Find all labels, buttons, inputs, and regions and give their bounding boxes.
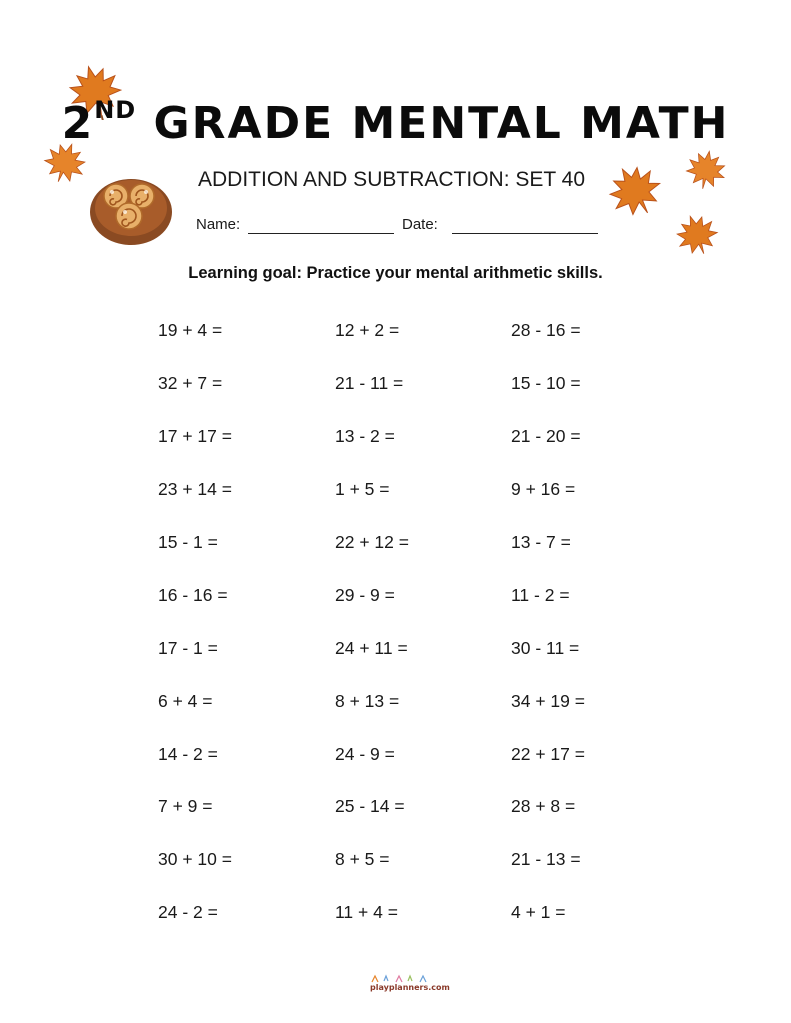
problem: 11 + 4 = <box>335 902 398 922</box>
problem: 17 + 17 = <box>158 426 232 446</box>
problem: 34 + 19 = <box>511 691 585 711</box>
problem: 21 - 13 = <box>511 849 581 869</box>
problem: 15 - 10 = <box>511 373 581 393</box>
learning-goal: Learning goal: Practice your mental arithmetic skills. <box>188 264 603 282</box>
problem: 1 + 5 = <box>335 479 390 499</box>
title-number: 2 <box>61 98 95 149</box>
cinnamon-rolls-icon <box>88 168 174 248</box>
maple-leaf-icon <box>604 162 666 220</box>
problem: 13 - 7 = <box>511 532 571 552</box>
problem: 22 + 12 = <box>335 532 409 552</box>
date-field[interactable] <box>452 233 598 234</box>
problem: 9 + 16 = <box>511 479 576 499</box>
problem: 8 + 13 = <box>335 691 400 711</box>
problem: 23 + 14 = <box>158 479 232 499</box>
footer-site: playplanners.com <box>370 983 450 992</box>
name-label: Name: <box>196 216 241 233</box>
problem: 32 + 7 = <box>158 373 223 393</box>
maple-leaf-icon <box>674 212 720 258</box>
problem: 4 + 1 = <box>511 902 566 922</box>
name-field[interactable] <box>248 233 394 234</box>
problem: 24 + 11 = <box>335 638 408 658</box>
problem: 17 - 1 = <box>158 638 218 658</box>
problem: 25 - 14 = <box>335 796 405 816</box>
problem: 8 + 5 = <box>335 849 390 869</box>
problem: 24 - 9 = <box>335 744 395 764</box>
problem: 28 + 8 = <box>511 796 576 816</box>
page-title <box>0 96 791 149</box>
problem: 30 + 10 = <box>158 849 232 869</box>
problem: 13 - 2 = <box>335 426 395 446</box>
problem: 7 + 9 = <box>158 796 213 816</box>
date-label: Date: <box>402 216 438 233</box>
maple-leaf-icon <box>684 148 728 192</box>
problem: 19 + 4 = <box>158 320 223 340</box>
title-rest: GRADE MENTAL MATH <box>153 98 730 149</box>
problem: 15 - 1 = <box>158 532 218 552</box>
problem: 21 - 11 = <box>335 373 404 393</box>
subtitle: ADDITION AND SUBTRACTION: SET 40 <box>198 168 586 191</box>
problem: 6 + 4 = <box>158 691 213 711</box>
problem: 29 - 9 = <box>335 585 395 605</box>
problem: 16 - 16 = <box>158 585 228 605</box>
problem: 11 - 2 = <box>511 585 570 605</box>
problem: 22 + 17 = <box>511 744 585 764</box>
problem: 30 - 11 = <box>511 638 580 658</box>
problem: 21 - 20 = <box>511 426 581 446</box>
problem: 24 - 2 = <box>158 902 218 922</box>
problem: 12 + 2 = <box>335 320 400 340</box>
problem: 14 - 2 = <box>158 744 218 764</box>
problem: 28 - 16 = <box>511 320 581 340</box>
title-ordinal: ND <box>94 96 137 124</box>
